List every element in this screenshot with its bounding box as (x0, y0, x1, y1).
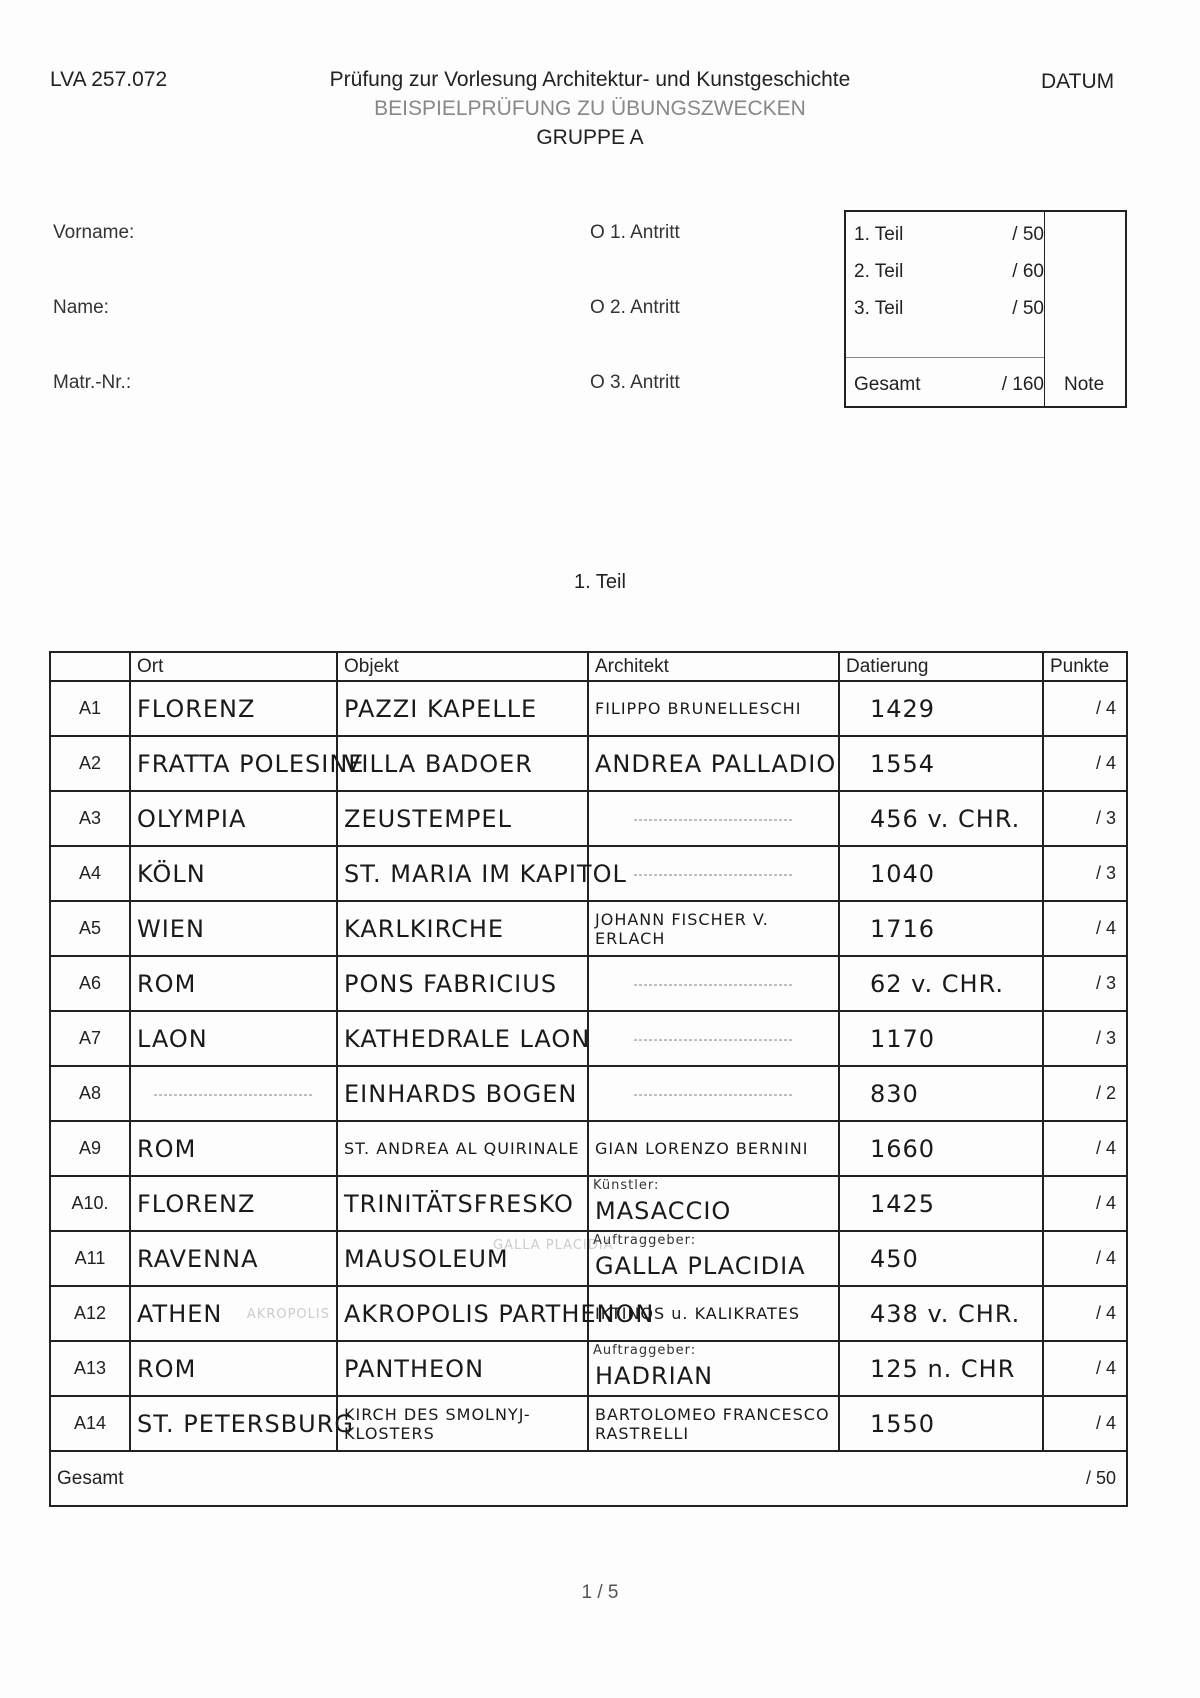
cell-ort[interactable] (130, 791, 337, 846)
cell-punkte[interactable]: / 2 (1043, 1066, 1127, 1121)
score-part-3-max: / 50 (1012, 298, 1044, 319)
table-row (50, 1341, 1127, 1396)
table-total-row (50, 1451, 1127, 1506)
score-box (844, 210, 1127, 408)
table-total-max: / 50 (1043, 1451, 1127, 1506)
cell-punkte[interactable]: / 4 (1043, 1396, 1127, 1451)
score-part-2-label: 2. Teil (854, 261, 904, 282)
cell-architekt-text: FILIPPO BRUNELLESCHI (595, 699, 802, 718)
table-row (50, 846, 1127, 901)
cell-datierung[interactable]: 438 v. CHR. (839, 1286, 1043, 1341)
cell-objekt-text: AKROPOLIS PARTHENON (344, 1299, 655, 1328)
cell-punkte[interactable]: / 4 (1043, 1231, 1127, 1286)
cell-datierung[interactable]: 1716 (839, 901, 1043, 956)
page-number: 1 / 5 (581, 1582, 619, 1603)
cell-objekt[interactable] (337, 901, 588, 956)
score-part-1-max: / 50 (1012, 224, 1044, 245)
table-row (50, 956, 1127, 1011)
row-id: A5 (50, 901, 130, 956)
score-part-1-label: 1. Teil (854, 224, 904, 245)
cell-architekt-tag: Auftraggeber: (593, 1233, 697, 1248)
cell-ort[interactable] (130, 956, 337, 1011)
cell-ort-text: ROM (137, 969, 197, 998)
cell-objekt[interactable] (337, 846, 627, 901)
table-row (50, 1176, 1127, 1231)
cell-objekt[interactable] (337, 1011, 591, 1066)
cell-datierung[interactable]: 1425 (839, 1176, 1043, 1231)
cell-objekt-text: ST. ANDREA AL QUIRINALE (344, 1139, 580, 1158)
score-part-2 (854, 261, 1044, 283)
cell-ort-text: ATHEN (137, 1299, 223, 1328)
cell-punkte[interactable]: / 4 (1043, 901, 1127, 956)
cell-architekt[interactable] (588, 1231, 839, 1286)
cell-punkte[interactable]: / 3 (1043, 846, 1127, 901)
row-id: A12 (50, 1286, 130, 1341)
cell-ort-text: FLORENZ (137, 1189, 256, 1218)
grade-label: Note (1064, 374, 1105, 395)
cell-datierung[interactable]: 1170 (839, 1011, 1043, 1066)
row-id: A10. (50, 1176, 130, 1231)
cell-datierung[interactable]: 62 v. CHR. (839, 956, 1043, 1011)
header-objekt: Objekt (337, 652, 588, 681)
table-row (50, 1231, 1127, 1286)
cell-ort[interactable] (130, 1286, 337, 1341)
date-label: DATUM (1041, 70, 1115, 93)
cell-datierung[interactable]: 1554 (839, 736, 1043, 791)
cell-architekt-text: GIAN LORENZO BERNINI (595, 1139, 809, 1158)
answers-table (49, 651, 1128, 1507)
cell-ort[interactable] (130, 846, 337, 901)
cell-punkte[interactable]: / 4 (1043, 736, 1127, 791)
cell-ort-text: KÖLN (137, 859, 206, 888)
cell-objekt[interactable] (337, 1396, 588, 1451)
table-row (50, 1066, 1127, 1121)
cell-ort[interactable] (130, 1011, 337, 1066)
header-ort: Ort (130, 652, 337, 681)
cell-datierung[interactable]: 1040 (839, 846, 1043, 901)
cell-architekt-text: BARTOLOMEO FRANCESCO RASTRELLI (595, 1404, 830, 1443)
cell-architekt[interactable] (588, 1286, 839, 1341)
cell-ort[interactable]: -------------------------------- (130, 1066, 337, 1121)
cell-objekt-text: PONS FABRICIUS (344, 969, 558, 998)
row-id: A4 (50, 846, 130, 901)
cell-objekt-text: KIRCH DES SMOLNYJ-KLOSTERS (344, 1404, 531, 1443)
header-architekt: Architekt (588, 652, 839, 681)
cell-punkte[interactable]: / 3 (1043, 791, 1127, 846)
cell-objekt[interactable] (337, 681, 588, 736)
attempt-2-option[interactable]: O 2. Antritt (590, 297, 680, 318)
cell-objekt-faint-text: GALLA PLACIDIA (493, 1238, 614, 1253)
cell-architekt[interactable]: -------------------------------- (588, 791, 839, 846)
cell-punkte[interactable]: / 4 (1043, 1286, 1127, 1341)
cell-objekt-text: VILLA BADOER (344, 749, 533, 778)
row-id: A9 (50, 1121, 130, 1176)
cell-ort[interactable] (130, 1176, 337, 1231)
row-id: A2 (50, 736, 130, 791)
cell-objekt-text: ZEUSTEMPEL (344, 804, 512, 833)
cell-architekt[interactable] (588, 736, 839, 791)
cell-ort[interactable] (130, 1341, 337, 1396)
cell-objekt[interactable] (337, 791, 588, 846)
cell-punkte[interactable]: / 4 (1043, 1121, 1127, 1176)
cell-punkte[interactable]: / 4 (1043, 681, 1127, 736)
cell-objekt-text: KATHEDRALE LAON (344, 1024, 591, 1053)
cell-punkte[interactable]: / 3 (1043, 1011, 1127, 1066)
cell-architekt-text: JOHANN FISCHER V. ERLACH (595, 909, 769, 948)
cell-objekt-text: TRINITÄTSFRESKO (344, 1189, 574, 1218)
cell-architekt[interactable] (588, 901, 839, 956)
row-id: A6 (50, 956, 130, 1011)
cell-objekt[interactable] (337, 956, 588, 1011)
name-label: Name: (53, 297, 109, 318)
section-title: 1. Teil (574, 571, 626, 593)
cell-ort-faint-text: AKROPOLIS (246, 1307, 330, 1322)
cell-ort-text: ROM (137, 1354, 197, 1383)
cell-objekt-text: ST. MARIA IM KAPITOL (344, 859, 627, 888)
score-divider (846, 357, 1044, 358)
cell-architekt-text: HADRIAN (595, 1361, 714, 1390)
cell-ort[interactable] (130, 1396, 354, 1451)
matr-label: Matr.-Nr.: (53, 372, 132, 393)
score-part-2-max: / 60 (1012, 261, 1044, 282)
cell-punkte[interactable]: / 3 (1043, 956, 1127, 1011)
table-total-label: Gesamt (50, 1451, 1043, 1506)
exam-subtitle: BEISPIELPRÜFUNG ZU ÜBUNGSZWECKEN (374, 97, 806, 120)
row-id: A14 (50, 1396, 130, 1451)
cell-architekt[interactable] (588, 1176, 839, 1231)
cell-datierung[interactable]: 1550 (839, 1396, 1043, 1451)
table-row (50, 901, 1127, 956)
header-id (50, 652, 130, 681)
cell-architekt[interactable]: -------------------------------- (588, 956, 839, 1011)
cell-ort-text: OLYMPIA (137, 804, 247, 833)
cell-objekt-text: KARLKIRCHE (344, 914, 505, 943)
cell-datierung[interactable]: 1429 (839, 681, 1043, 736)
row-id: A13 (50, 1341, 130, 1396)
cell-objekt-text: MAUSOLEUM (344, 1244, 509, 1273)
cell-objekt[interactable] (337, 1121, 588, 1176)
score-total-max: / 160 (1001, 374, 1044, 395)
cell-architekt-tag: Auftraggeber: (593, 1343, 697, 1358)
cell-punkte[interactable]: / 4 (1043, 1341, 1127, 1396)
first-name-label: Vorname: (53, 222, 135, 243)
header-punkte: Punkte (1043, 652, 1127, 681)
row-id: A1 (50, 681, 130, 736)
table-row (50, 681, 1127, 736)
cell-ort-text: WIEN (137, 914, 205, 943)
cell-architekt-text: IKTINOS u. KALIKRATES (595, 1304, 801, 1323)
cell-architekt[interactable] (588, 1396, 839, 1451)
cell-ort[interactable] (130, 1121, 337, 1176)
cell-datierung[interactable]: 456 v. CHR. (839, 791, 1043, 846)
score-total-label: Gesamt (854, 374, 921, 395)
table-row (50, 736, 1127, 791)
cell-architekt-text: ANDREA PALLADIO (595, 749, 837, 778)
cell-ort-text: ST. PETERSBURG (137, 1409, 354, 1438)
cell-datierung[interactable]: 125 n. CHR (839, 1341, 1043, 1396)
cell-ort-text: FLORENZ (137, 694, 256, 723)
cell-architekt-text: GALLA PLACIDIA (595, 1251, 806, 1280)
cell-datierung[interactable]: 450 (839, 1231, 1043, 1286)
score-grade-divider (1044, 212, 1045, 406)
table-row (50, 1286, 1127, 1341)
header-datierung: Datierung (839, 652, 1043, 681)
cell-architekt-text: MASACCIO (595, 1196, 732, 1225)
cell-objekt[interactable] (337, 1231, 614, 1286)
cell-objekt-text: EINHARDS BOGEN (344, 1079, 578, 1108)
cell-architekt[interactable]: -------------------------------- (588, 1011, 839, 1066)
cell-architekt-tag: Künstler: (593, 1178, 660, 1193)
cell-architekt[interactable]: -------------------------------- (588, 1066, 839, 1121)
score-total (854, 374, 1044, 396)
score-part-1 (854, 224, 1044, 246)
row-id: A8 (50, 1066, 130, 1121)
table-row (50, 1396, 1127, 1451)
cell-punkte[interactable]: / 4 (1043, 1176, 1127, 1231)
row-id: A11 (50, 1231, 130, 1286)
cell-objekt[interactable] (337, 1066, 588, 1121)
exam-title: Prüfung zur Vorlesung Architektur- und Kunstgeschichte (329, 68, 851, 91)
cell-architekt[interactable]: -------------------------------- (588, 846, 839, 901)
table-row (50, 1011, 1127, 1066)
cell-datierung[interactable]: 1660 (839, 1121, 1043, 1176)
table-header-row (50, 652, 1127, 681)
cell-objekt[interactable] (337, 1341, 588, 1396)
cell-ort[interactable] (130, 901, 337, 956)
cell-ort-text: ROM (137, 1134, 197, 1163)
cell-objekt-text: PANTHEON (344, 1354, 485, 1383)
score-part-3-label: 3. Teil (854, 298, 904, 319)
score-part-3 (854, 298, 1044, 320)
table-row (50, 1121, 1127, 1176)
cell-ort[interactable] (130, 1231, 337, 1286)
attempt-1-option[interactable]: O 1. Antritt (590, 222, 680, 243)
course-number: LVA 257.072 (50, 68, 168, 91)
row-id: A3 (50, 791, 130, 846)
cell-architekt[interactable] (588, 681, 839, 736)
attempt-3-option[interactable]: O 3. Antritt (590, 372, 680, 393)
cell-ort-text: LAON (137, 1024, 208, 1053)
cell-ort[interactable] (130, 736, 365, 791)
cell-ort[interactable] (130, 681, 337, 736)
table-row (50, 791, 1127, 846)
cell-objekt-text: PAZZI KAPELLE (344, 694, 538, 723)
cell-architekt[interactable] (588, 1121, 839, 1176)
cell-architekt[interactable] (588, 1341, 839, 1396)
exam-group: GRUPPE A (536, 126, 644, 149)
cell-objekt[interactable] (337, 736, 588, 791)
cell-ort-text: FRATTA POLESINE (137, 749, 365, 778)
row-id: A7 (50, 1011, 130, 1066)
cell-objekt[interactable] (337, 1176, 588, 1231)
cell-objekt[interactable] (337, 1286, 655, 1341)
cell-datierung[interactable]: 830 (839, 1066, 1043, 1121)
cell-ort-text: RAVENNA (137, 1244, 259, 1273)
